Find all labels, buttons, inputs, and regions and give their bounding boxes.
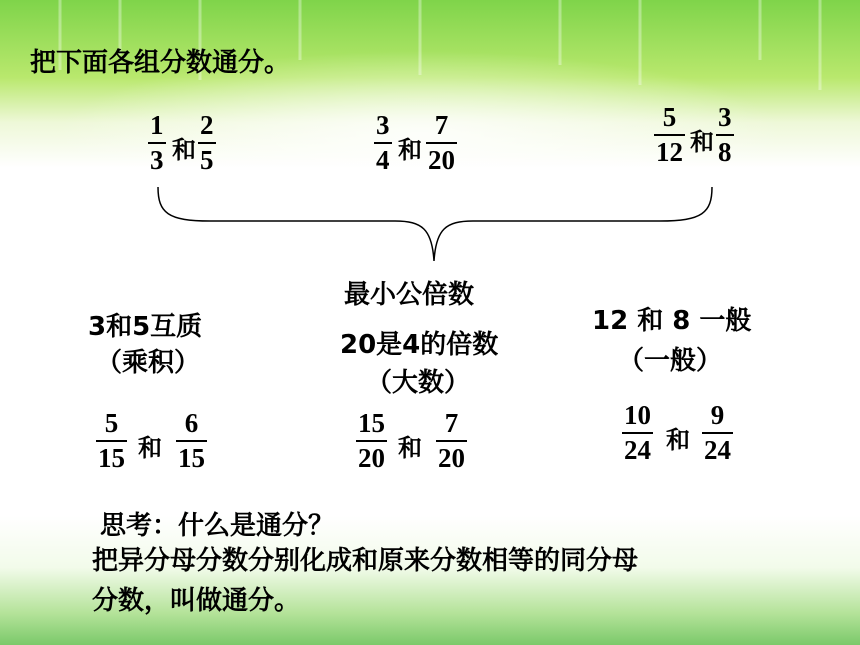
numerator: 7 bbox=[434, 110, 449, 140]
fraction bbox=[148, 112, 166, 174]
fraction-bar bbox=[148, 142, 166, 144]
fraction-bar bbox=[436, 440, 467, 442]
denominator: 20 bbox=[428, 145, 455, 175]
fraction bbox=[176, 410, 207, 472]
fraction-bar bbox=[198, 142, 216, 144]
denominator: 24 bbox=[704, 435, 731, 465]
numerator: 7 bbox=[444, 408, 459, 438]
and-label: 和 bbox=[398, 434, 422, 462]
denominator: 20 bbox=[438, 443, 465, 473]
fraction bbox=[716, 104, 734, 166]
fraction-bar bbox=[702, 432, 733, 434]
numerator: 1 bbox=[150, 110, 164, 140]
numerator: 5 bbox=[104, 408, 119, 438]
answer-line-1: 把异分母分数分别化成和原来分数相等的同分母 bbox=[92, 546, 639, 576]
and-label: 和 bbox=[690, 128, 714, 156]
fraction bbox=[436, 410, 467, 472]
fraction-bar bbox=[356, 440, 387, 442]
denominator: 15 bbox=[98, 443, 125, 473]
brace-label: 最小公倍数 bbox=[344, 280, 475, 310]
fraction-bar bbox=[622, 432, 653, 434]
and-label: 和 bbox=[172, 136, 196, 164]
question-text: 思考：什么是通分？ bbox=[100, 511, 335, 541]
fraction-bar bbox=[426, 142, 457, 144]
denominator: 4 bbox=[376, 145, 390, 175]
case-3-condition: 12 和 8 一般 bbox=[592, 306, 752, 336]
denominator: 24 bbox=[624, 435, 651, 465]
case-1-method: （乘积） bbox=[96, 348, 201, 378]
fraction bbox=[654, 104, 685, 166]
case-1-condition: 3和5互质 bbox=[88, 312, 203, 342]
fraction bbox=[702, 402, 733, 464]
numerator: 10 bbox=[624, 400, 651, 430]
fraction-bar bbox=[654, 134, 685, 136]
denominator: 8 bbox=[718, 137, 732, 167]
denominator: 5 bbox=[200, 145, 214, 175]
fraction-bar bbox=[96, 440, 127, 442]
fraction-bar bbox=[374, 142, 392, 144]
case-2-condition: 20是4的倍数 bbox=[340, 330, 499, 360]
fraction bbox=[96, 410, 127, 472]
instruction-text: 把下面各组分数通分。 bbox=[30, 48, 291, 78]
case-2-method: （大数） bbox=[366, 368, 471, 398]
fraction bbox=[356, 410, 387, 472]
answer-line-2: 分数，叫做通分。 bbox=[92, 586, 301, 616]
and-label: 和 bbox=[666, 426, 690, 454]
fraction bbox=[198, 112, 216, 174]
numerator: 2 bbox=[200, 110, 214, 140]
numerator: 3 bbox=[718, 102, 732, 132]
fraction-bar bbox=[716, 134, 734, 136]
and-label: 和 bbox=[398, 136, 422, 164]
denominator: 3 bbox=[150, 145, 164, 175]
numerator: 15 bbox=[358, 408, 385, 438]
fraction bbox=[374, 112, 392, 174]
numerator: 9 bbox=[710, 400, 725, 430]
numerator: 6 bbox=[184, 408, 199, 438]
fraction bbox=[426, 112, 457, 174]
numerator: 5 bbox=[662, 102, 677, 132]
denominator: 12 bbox=[656, 137, 683, 167]
denominator: 20 bbox=[358, 443, 385, 473]
fraction-bar bbox=[176, 440, 207, 442]
curly-brace bbox=[150, 185, 720, 265]
case-3-method: （一般） bbox=[618, 346, 723, 376]
fraction bbox=[622, 402, 653, 464]
and-label: 和 bbox=[138, 434, 162, 462]
denominator: 15 bbox=[178, 443, 205, 473]
numerator: 3 bbox=[376, 110, 390, 140]
